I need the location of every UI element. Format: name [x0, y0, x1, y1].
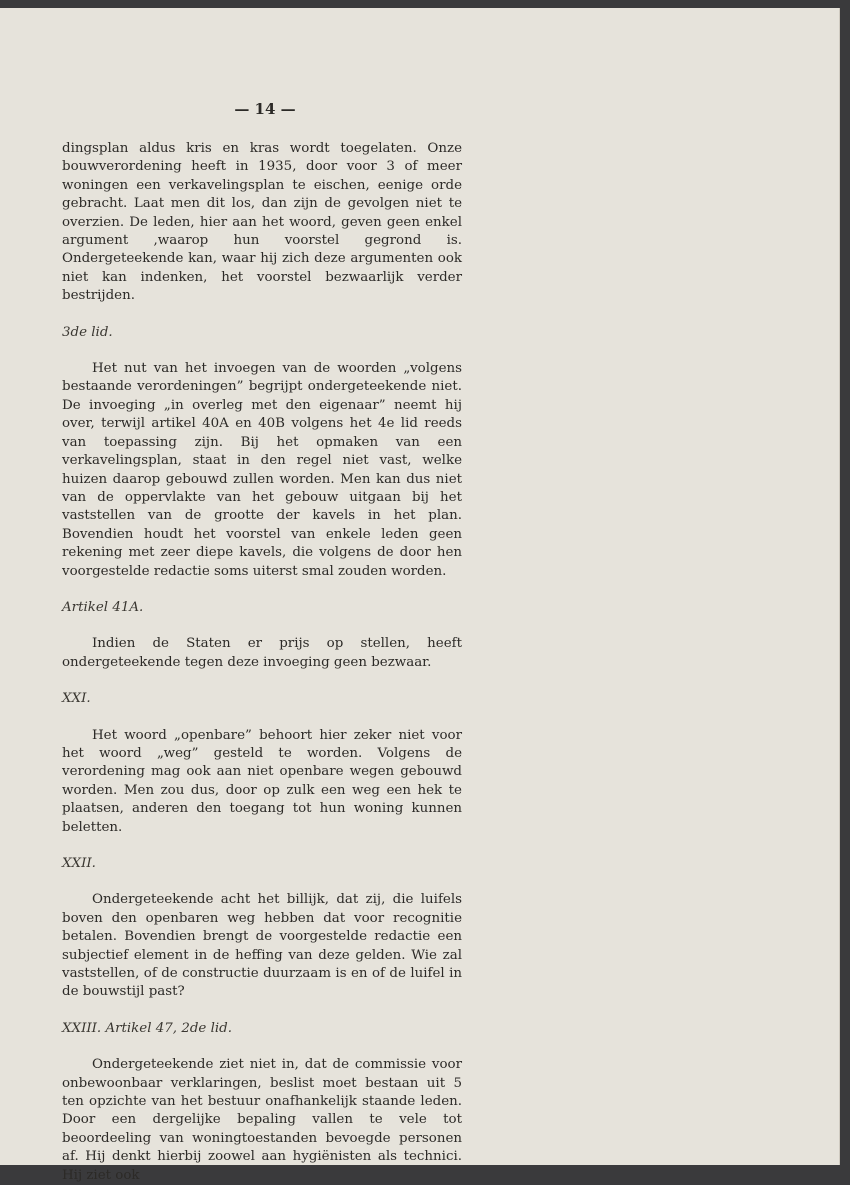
heading-xxi: XXI.	[62, 691, 91, 707]
paragraph-artikel-41a: Indien de Staten er prijs op stellen, heeft ondergeteekende tegen deze invoeging geen bezwaar.	[62, 636, 462, 670]
paragraph-3de-lid: Het nut van het invoegen van de woorden „volgens bestaande verordeningen” begrijpt ondergeteekende niet. De invoeging „in overleg met den eigenaar” neemt hij over, terwijl artikel 40A en 40B volgens het 4e lid reeds van toepassing zijn. Bij het opmaken van een verkavelingsplan, staat in den regel niet vast, welke huizen daarop gebouwd zullen worden. Men kan dus niet van de oppervlakte van het gebouw uitgaan bij het vaststellen van de grootte der kavels in het plan. Bovendien houdt het voorstel van enkele leden geen rekening met zeer diepe kavels, die volgens de door hen voorgestelde redactie soms uiterst smal zouden worden.	[62, 361, 462, 579]
heading-xxiii: XXIII. Artikel 47, 2de lid.	[62, 1020, 232, 1036]
paragraph-continuation: dingsplan aldus kris en kras wordt toegelaten. Onze bouwverordening heeft in 1935, door voor 3 of meer woningen een verkavelingsplan te eischen, eenige orde gebracht. Laat men dit los, dan zijn de gevolgen niet te overzien. De leden, hier aan het woord, geven geen enkel argument ,waarop hun voorstel gegrond is. Ondergeteekende kan, waar hij zich deze argumenten ook niet kan indenken, het voorstel bezwaarlijk verder bestrijden.	[62, 141, 462, 304]
heading-artikel-41a: Artikel 41A.	[62, 599, 144, 615]
heading-xxii: XXII.	[62, 856, 96, 871]
paragraph-xxiii: Ondergeteekende ziet niet in, dat de commissie voor onbewoonbaar verklaringen, beslist moet bestaan uit 5 ten opzichte van het bestuur onafhankelijk staande leden. Door een dergelijke bepaling vallen te vele tot beoordeeling van woningtoestanden bevoegde personen af. Hij denkt hierbij zoowel aan hygiënisten als technici. Hij ziet ook	[62, 1057, 462, 1183]
document-page	[0, 8, 840, 1183]
page-number: — 14 —	[234, 100, 296, 118]
paragraph-xxii: Ondergeteekende acht het billijk, dat zij, die luifels boven den openbaren weg hebben dat voor recognitie betalen. Bovendien brengt de voorgestelde redactie een subjectief element in de heffing van deze gelden. Wie zal vaststellen, of de constructie duurzaam is en of de luifel in de bouwstijl past?	[62, 892, 462, 1000]
body-text	[62, 140, 462, 1185]
heading-3de-lid: 3de lid.	[62, 324, 113, 340]
paragraph-xxi: Het woord „openbare” behoort hier zeker niet voor het woord „weg” gesteld te worden. Volgens de verordening mag ook aan niet openbare wegen gebouwd worden. Men zou dus, door op zulk een weg een hek te plaatsen, anderen den toegang tot hun woning kunnen beletten.	[62, 727, 462, 835]
